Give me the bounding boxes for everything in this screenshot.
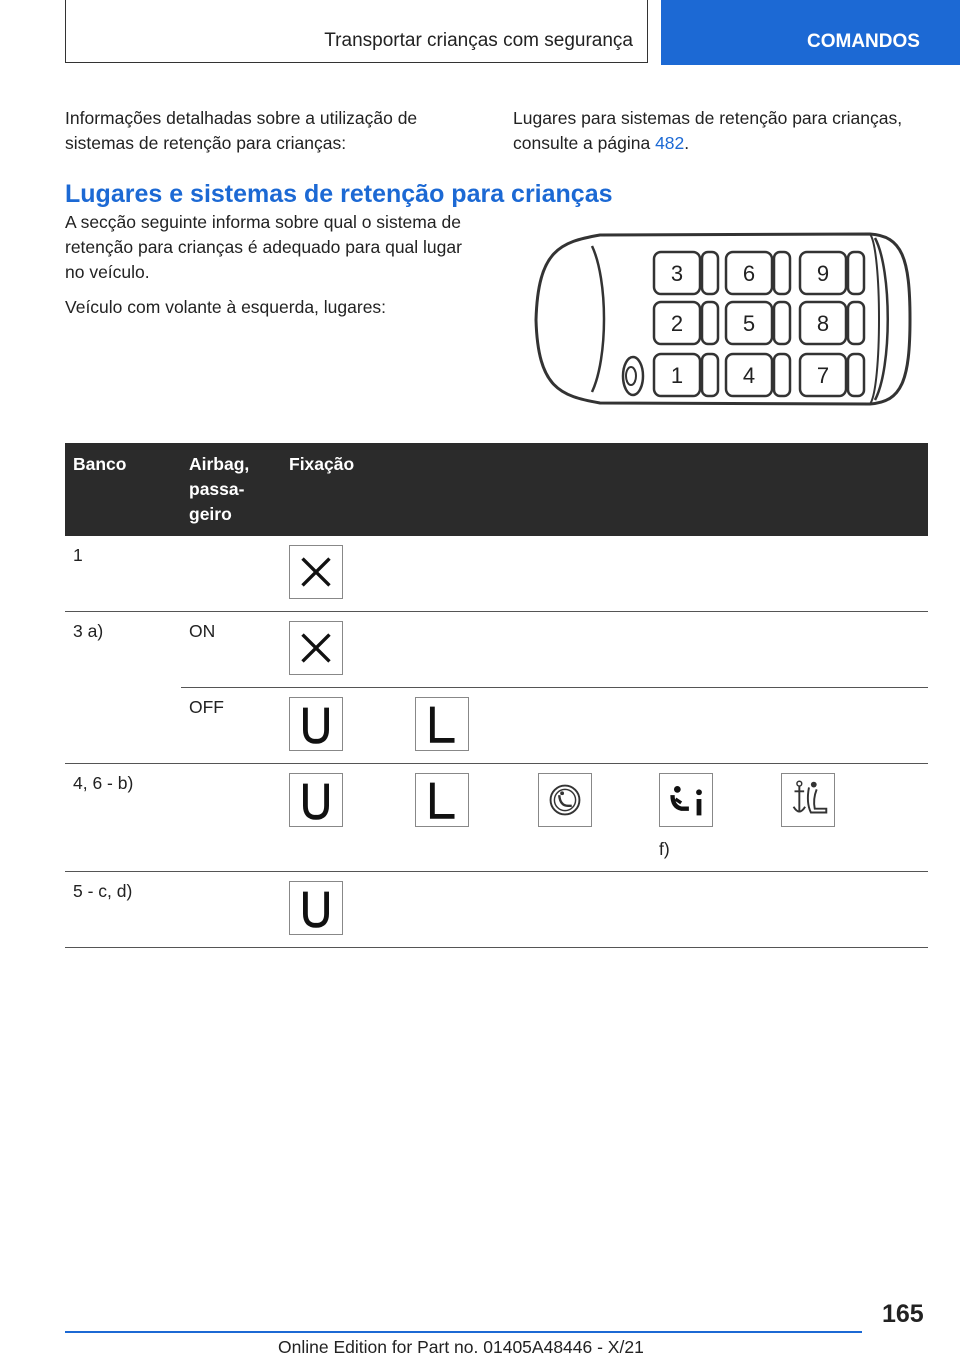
intro-right-end: . [684, 133, 690, 153]
seat-number: 5 [742, 311, 756, 336]
seat-cell: 4, 6 - b) [65, 764, 181, 872]
x-icon [289, 545, 343, 599]
table-row [65, 764, 928, 872]
seat-table [65, 443, 928, 948]
intro-right [513, 106, 923, 156]
table-row [65, 612, 928, 688]
seat-number: 4 [742, 363, 756, 388]
seat-5 [726, 302, 790, 344]
seat-9 [800, 252, 864, 294]
l-icon [415, 697, 469, 751]
table-row [65, 688, 928, 764]
airbag-cell [181, 536, 281, 612]
seat-number: 1 [670, 363, 684, 388]
airbag-cell: OFF [181, 688, 281, 764]
seat-cell [65, 688, 181, 764]
page-number: 165 [882, 1300, 924, 1328]
seat-4 [726, 354, 790, 396]
u-icon [289, 697, 343, 751]
seat-number: 8 [816, 311, 830, 336]
u-icon [289, 881, 343, 935]
seat-number: 2 [670, 311, 684, 336]
header-airbag: Airbag, passa- geiro [181, 443, 281, 536]
i-size-child-seat-icon [659, 773, 713, 827]
seat-number: 9 [816, 261, 830, 286]
seat-cell: 3 a) [73, 621, 104, 641]
footer-rule [65, 1331, 862, 1333]
header-fixation: Fixação [281, 443, 928, 536]
chapter-tab-label: COMANDOS [807, 31, 920, 52]
header-seat: Banco [65, 443, 181, 536]
u-icon [289, 773, 343, 827]
intro-right-text: Lugares para sistemas de retenção para crianças, consulte a página [513, 108, 903, 153]
page-link[interactable]: 482 [655, 133, 685, 153]
fixation-cell [281, 536, 928, 612]
top-tether-anchor-icon [781, 773, 835, 827]
fixation-cell [281, 872, 928, 948]
seat-8 [800, 302, 864, 344]
footnote-ref: f) [659, 839, 670, 859]
seat-1 [654, 354, 718, 396]
airbag-cell [181, 872, 281, 948]
paragraph-2: Veículo com volante à esquerda, lugares: [65, 297, 387, 317]
seat-6 [726, 252, 790, 294]
seat-number: 3 [670, 261, 684, 286]
seat-7 [800, 354, 864, 396]
table-row [65, 536, 928, 612]
section-title: Lugares e sistemas de retenção para crianças [65, 180, 613, 208]
intro-left: Informações detalhadas sobre a utilização de sistemas de retenção para crianças: [65, 108, 418, 153]
seat-cell: 1 [65, 536, 181, 612]
header-section-title: Transportar crianças com segurança [324, 30, 633, 51]
fixation-cell [281, 612, 928, 688]
section-body [65, 210, 485, 330]
l-icon [415, 773, 469, 827]
fixation-cell [281, 764, 928, 872]
seat-grid [654, 252, 864, 396]
x-icon [289, 621, 343, 675]
chapter-tab[interactable] [661, 0, 960, 65]
table-row [65, 872, 928, 948]
fixation-cell [281, 688, 928, 764]
paragraph-1: A secção seguinte informa sobre qual o sistema de retenção para crianças é adequado para qual lugar no veículo. [65, 212, 462, 282]
footer-edition: Online Edition for Part no. 01405A48446 - X/21 [278, 1337, 644, 1357]
seat-cell: 5 - c, d) [65, 872, 181, 948]
header-box [65, 0, 648, 63]
airbag-cell: ON [181, 612, 281, 688]
seat-number: 6 [742, 261, 756, 286]
seat-number: 7 [816, 363, 830, 388]
isofix-child-seat-icon [538, 773, 592, 827]
airbag-cell [181, 764, 281, 872]
vehicle-seat-diagram [530, 230, 914, 408]
seat-3 [654, 252, 718, 294]
seat-2 [654, 302, 718, 344]
